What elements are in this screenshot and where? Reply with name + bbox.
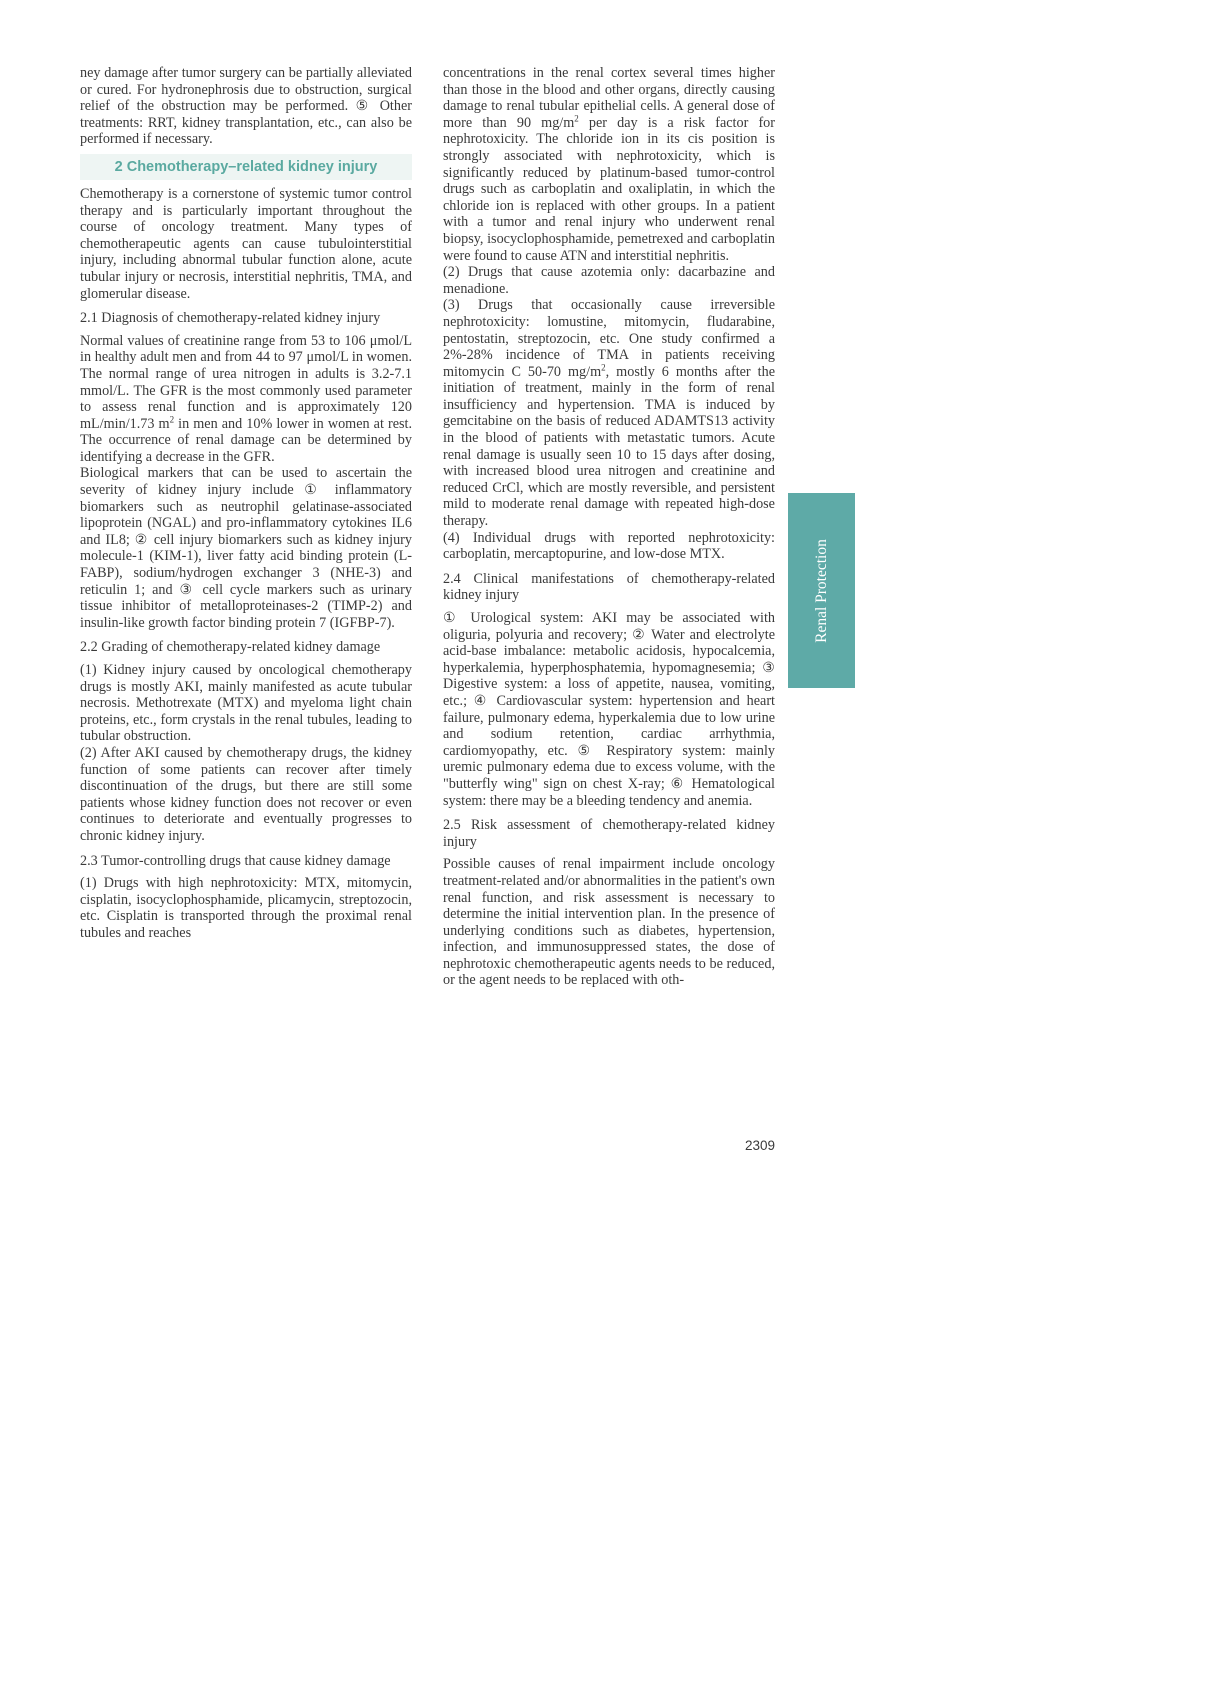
paragraph bbox=[80, 333, 412, 466]
subsection-heading: 2.2 Grading of chemotherapy-related kidney damage bbox=[80, 639, 381, 656]
paragraph bbox=[443, 65, 775, 264]
text-run: concentrations in the renal cortex several times higher than those in the blood and other organs, directly causing damage to renal tubular epithelial cells. A general dose of more than 90 mg/m bbox=[443, 65, 775, 131]
paragraph: (2) After AKI caused by chemotherapy drugs, the kidney function of some patients can recover after timely discontinuation of the drugs, but there are still some patients whose kidney function does not recover or even continues to deteriorate and eventually progresses to chronic kidney injury. bbox=[80, 744, 412, 844]
paragraph: (2) Drugs that cause azotemia only: dacarbazine and menadione. bbox=[443, 264, 775, 297]
paragraph: ① Urological system: AKI may be associated with oliguria, polyuria and recovery; ② Water and electrolyte acid-base imbalance: metabolic acidosis, hypocalcemia, hyperkalemia, hyperphosphatemia, hypomagnesemia; ③ Digestive system: a loss of appetite, nausea, vomiting, etc.; ④ Cardiovascular system: hypertension and heart failure, pulmonary edema, hyperkalemia due to low urine and sodium retention, cardiac arrhythmia, cardiomyopathy, etc. ⑤ Respiratory system: mainly uremic pulmonary edema due to excess volume, with the "butterfly wing" sign on chest X-ray; ⑥ Hematological system: there may be a bleeding tendency and anemia. bbox=[443, 610, 775, 809]
section-title: 2 Chemotherapy–related kidney injury bbox=[80, 154, 412, 180]
text-run: (3) Drugs that occasionally cause irreversible nephrotoxicity: lomustine, mitomycin, fludarabine, pentostatin, streptozocin, etc. One study confirmed a 2%-28% incidence of TMA in patients receiving mitomycin C 50-70 mg/m bbox=[443, 297, 775, 380]
paragraph: Biological markers that can be used to ascertain the severity of kidney injury include ① inflammatory biomarkers such as neutrophil gelatinase-associated lipoprotein (NGAL) and pro-inflammatory cytokines IL6 and IL8; ② cell injury biomarkers such as kidney injury molecule-1 (KIM-1), liver fatty acid binding protein (L-FABP), sodium/hydrogen exchanger 3 (NHE-3) and reticulin 1; and ③ cell cycle markers such as urinary tissue inhibitor of metalloproteinases-2 (TIMP-2) and insulin-like growth factor binding protein 7 (IGFBP-7). bbox=[80, 465, 412, 631]
side-tab-label: Renal Protection bbox=[812, 538, 830, 643]
text-run: , mostly 6 months after the initiation of treatment, mainly in the form of renal insufficiency and hypertension. TMA is induced by gemcitabine on the basis of reduced ADAMTS13 activity in the blood of patients with metastatic tumors. Acute renal damage is usually seen 10 to 15 days after dosing, with increased blood urea nitrogen and creatinine and reduced CrCl, which are mostly reversible, and persistent mild to moderate renal damage with repeated high-dose therapy. bbox=[443, 363, 775, 530]
left-column bbox=[80, 65, 412, 942]
text-run: in men and 10% lower in women at rest. The occurrence of renal damage can be determined by identifying a decrease in the GFR. bbox=[80, 415, 412, 465]
side-tab bbox=[788, 493, 855, 688]
paragraph bbox=[443, 297, 775, 529]
page-number: 2309 bbox=[744, 1138, 775, 1153]
superscript: 2 bbox=[169, 413, 175, 424]
paragraph: (1) Drugs with high nephrotoxicity: MTX, mitomycin, cisplatin, isocyclophosphamide, plicamycin, streptozocin, etc. Cisplatin is transported through the proximal renal tubules and reaches bbox=[80, 875, 412, 941]
subsection-heading: 2.5 Risk assessment of chemotherapy-related kidney injury bbox=[443, 817, 775, 850]
superscript: 2 bbox=[601, 361, 606, 372]
paragraph: (4) Individual drugs with reported nephrotoxicity: carboplatin, mercaptopurine, and low-dose MTX. bbox=[443, 529, 775, 563]
text-run: Normal values of creatinine range from 53 to 106 μmol/L in healthy adult men and from 44 to 97 μmol/L in women. The normal range of urea nitrogen in adults is 3.2-7.1 mmol/L. The GFR is the most commonly used parameter to assess renal function and is approximately 120 mL/min/1.73 m bbox=[80, 332, 412, 432]
subsection-heading: 2.3 Tumor-controlling drugs that cause kidney damage bbox=[80, 852, 391, 869]
text-run: per day is a risk factor for nephrotoxicity. The chloride ion in its cis position is strongly associated with nephrotoxicity, which is significantly reduced by platinum-based tumor-control drugs such as carboplatin and oxaliplatin, in which the chloride ion is replaced with other groups. In a patient with a tumor and renal injury who underwent renal biopsy, isocyclophosphamide, pemetrexed and carboplatin were found to cause ATN and interstitial nephritis. bbox=[443, 114, 775, 264]
superscript: 2 bbox=[574, 113, 579, 124]
subsection-heading: 2.4 Clinical manifestations of chemotherapy-related kidney injury bbox=[443, 570, 775, 604]
paragraph: Possible causes of renal impairment include oncology treatment-related and/or abnormalities in the patient's own renal function, and risk assessment is necessary to determine the initial intervention plan. In the presence of underlying conditions such as diabetes, hypertension, infection, and immunosuppressed states, the dose of nephrotoxic chemotherapeutic agents needs to be reduced, or the agent needs to be replaced with oth- bbox=[443, 856, 775, 989]
right-column bbox=[443, 65, 775, 989]
paragraph: (1) Kidney injury caused by oncological chemotherapy drugs is mostly AKI, mainly manifested as acute tubular necrosis. Methotrexate (MTX) and myeloma light chain proteins, etc., form crystals in the renal tubules, leading to tubular obstruction. bbox=[80, 662, 412, 745]
paragraph: ney damage after tumor surgery can be partially alleviated or cured. For hydronephrosis due to obstruction, surgical relief of the obstruction may be performed. ⑤ Other treatments: RRT, kidney transplantation, etc., can also be performed if necessary. bbox=[80, 65, 412, 148]
subsection-heading: 2.1 Diagnosis of chemotherapy-related kidney injury bbox=[80, 310, 381, 327]
paragraph: Chemotherapy is a cornerstone of systemic tumor control therapy and is particularly important throughout the course of oncology treatment. Many types of chemotherapeutic agents can cause tubulointerstitial injury, including abnormal tubular function alone, acute tubular injury or necrosis, interstitial nephritis, TMA, and glomerular disease. bbox=[80, 185, 412, 302]
